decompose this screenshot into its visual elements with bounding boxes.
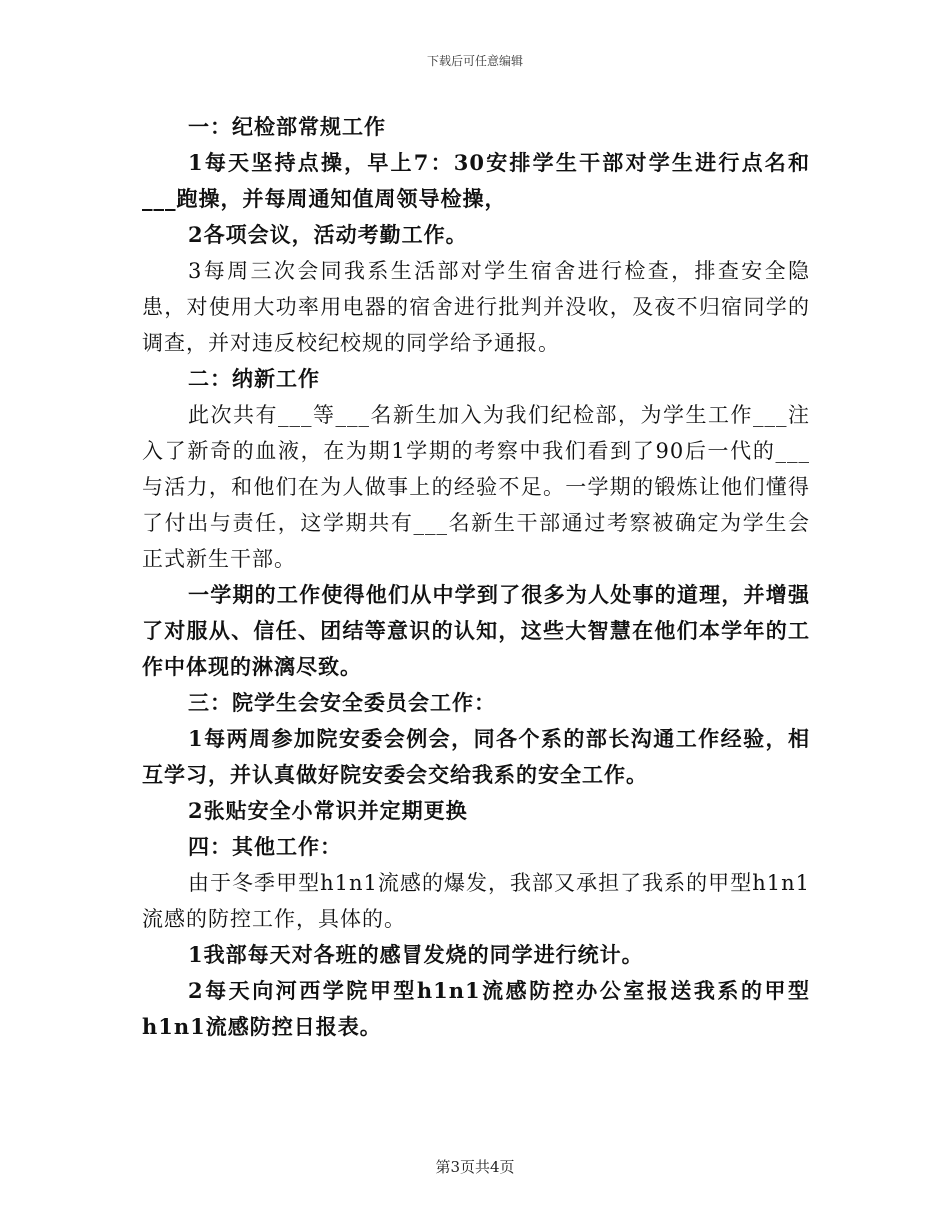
paragraph-2-1: 此次共有___等___名新生加入为我们纪检部，为学生工作___注入了新奇的血液，在为期1学期的考察中我们看到了90后一代的___与活力，和他们在为人做事上的经验不足。一学期的锻炼让他们懂得了付出与责任，这学期共有___名新生干部通过考察被确定为学生会正式新生干部。 (142, 403, 810, 571)
paragraph-1-1: 1每天坚持点操，早上7：30安排学生干部对学生进行点名和___跑操，并每周通知值周领导检操， (142, 150, 810, 211)
section-heading-1: 一：纪检部常规工作 (188, 114, 386, 139)
paragraph-2-2: 一学期的工作使得他们从中学到了很多为人处事的道理，并增强了对服从、信任、团结等意识的认知，这些大智慧在他们本学年的工作中体现的淋漓尽致。 (142, 582, 810, 679)
section-heading-3: 三：院学生会安全委员会工作： (188, 690, 496, 715)
section-heading-2: 二：纳新工作 (188, 366, 320, 391)
section-heading-4: 四：其他工作： (188, 834, 342, 859)
paragraph-4-2: 1我部每天对各班的感冒发烧的同学进行统计。 (188, 942, 644, 967)
paragraph-4-3: 2每天向河西学院甲型h1n1流感防控办公室报送我系的甲型h1n1流感防控日报表。 (142, 978, 810, 1039)
page-header: 下载后可任意编辑 (426, 54, 523, 68)
paragraph-4-1: 由于冬季甲型h1n1流感的爆发，我部又承担了我系的甲型h1n1流感的防控工作，具体的。 (142, 871, 810, 931)
paragraph-1-2: 2各项会议，活动考勤工作。 (188, 222, 468, 247)
page-footer: 第3页共4页 (435, 1158, 515, 1176)
paragraph-3-2: 2张贴安全小常识并定期更换 (188, 798, 468, 823)
paragraph-1-3: 3每周三次会同我系生活部对学生宿舍进行检查，排查安全隐患，对使用大功率用电器的宿舍进行批判并没收，及夜不归宿同学的调查，并对违反校纪校规的同学给予通报。 (142, 259, 810, 355)
document-body (142, 109, 810, 1045)
paragraph-3-1: 1每两周参加院安委会例会，同各个系的部长沟通工作经验，相互学习，并认真做好院安委会交给我系的安全工作。 (142, 726, 810, 787)
